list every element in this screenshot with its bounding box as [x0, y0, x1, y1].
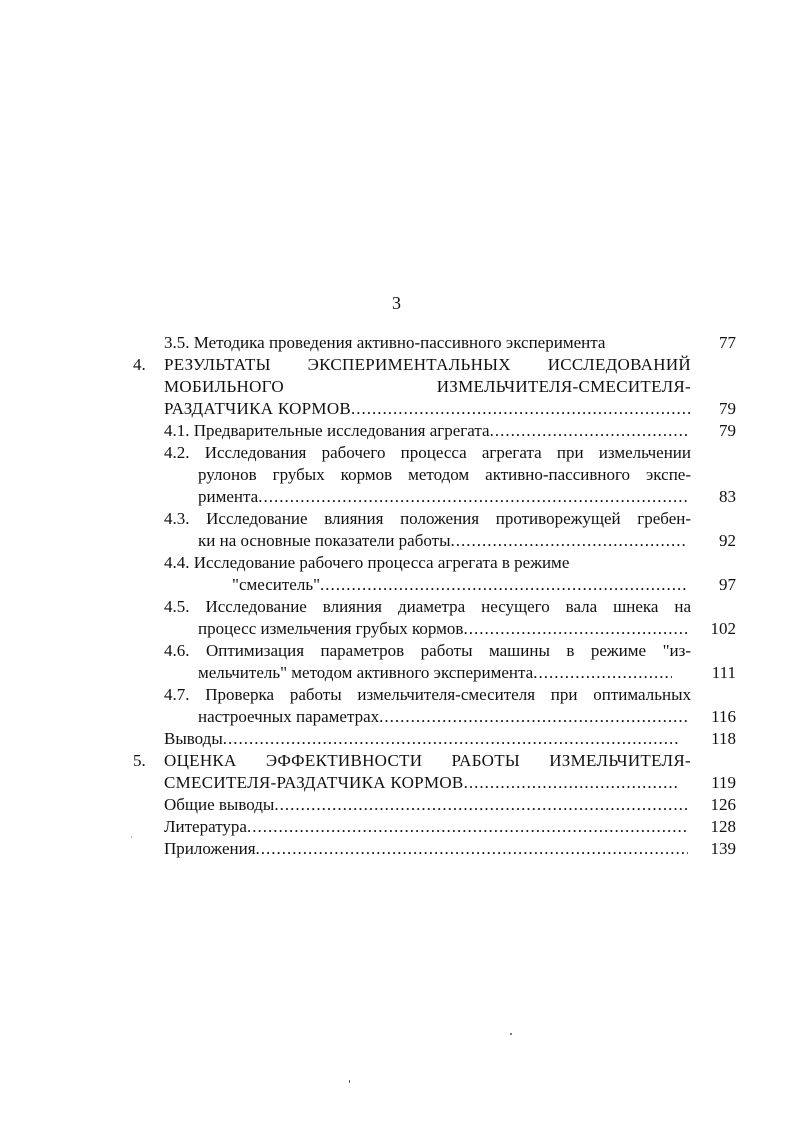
- toc-entry-4-7-line-1: 4.7. Проверка работы измельчителя-смесителя при оптимальных: [164, 685, 691, 704]
- toc-entry-4-5-line-1: 4.5. Исследование влияния диаметра несущего вала шнека на: [164, 597, 691, 616]
- toc-entry-4-2-line-1: 4.2. Исследования рабочего процесса агрегата при измельчении: [164, 443, 691, 462]
- dot-leader: [463, 618, 688, 640]
- toc-entry-4-3-line-2-text: ки на основные показатели работы: [198, 531, 451, 550]
- page-number: 3: [392, 293, 401, 313]
- toc-entry-4-5-line-2-text: процесс измельчения грубых кормов: [198, 619, 464, 638]
- toc-entry-4-line-1: РЕЗУЛЬТАТЫ ЭКСПЕРИМЕНТАЛЬНЫХ ИССЛЕДОВАНИЙ: [164, 355, 691, 374]
- toc-entry-4-5-line-2: [198, 618, 688, 640]
- toc-entry-4-2-line-2: рулонов грубых кормов методом активно-пассивного экспе-: [198, 465, 691, 484]
- toc-entry-4-6-page: 111: [711, 663, 736, 682]
- scan-speck: [349, 1080, 350, 1083]
- toc-entry-4-line-3-text: РАЗДАТЧИКА КОРМОВ: [164, 399, 352, 418]
- toc-entry-4-4-line-2-text: "смеситель": [232, 575, 321, 594]
- toc-entry-literature-page: 128: [710, 817, 736, 836]
- toc-entry-3-5-page: 77: [719, 333, 736, 352]
- toc-entry-general-page: 126: [710, 795, 736, 814]
- dot-leader: [451, 530, 688, 552]
- toc-entry-4-5-page: 102: [710, 619, 736, 638]
- toc-entry-conclusions: [164, 728, 678, 750]
- toc-entry-5-number: 5.: [133, 751, 146, 770]
- toc-entry-4-1-page: 79: [719, 421, 736, 440]
- dot-leader: [533, 662, 672, 684]
- toc-entry-4-number: 4.: [133, 355, 146, 374]
- toc-entry-4-2-line-3-text: римента: [198, 487, 259, 506]
- toc-entry-4-3-page: 92: [719, 531, 736, 550]
- toc-entry-4-page: 79: [719, 399, 736, 418]
- toc-entry-4-7-line-2: [198, 706, 688, 728]
- dot-leader: [247, 816, 688, 838]
- dot-leader: [379, 706, 688, 728]
- toc-entry-4-line-3: [164, 398, 691, 420]
- toc-entry-4-2-page: 83: [719, 487, 736, 506]
- toc-entry-conclusions-page: 118: [711, 729, 736, 748]
- dot-leader: [490, 420, 690, 442]
- toc-entry-appendix: [164, 838, 688, 860]
- toc-entry-4-line-2: МОБИЛЬНОГО ИЗМЕЛЬЧИТЕЛЯ-СМЕСИТЕЛЯ-: [164, 377, 691, 396]
- toc-entry-4-2-line-3: [198, 486, 688, 508]
- toc-entry-4-6-line-2: [198, 662, 672, 684]
- toc-entry-literature: [164, 816, 688, 838]
- toc-entry-literature-title: Литература: [164, 817, 247, 836]
- dot-leader: [351, 398, 691, 420]
- toc-entry-4-3-line-1: 4.3. Исследование влияния положения противорежущей гребен-: [164, 509, 691, 528]
- dot-leader: [256, 838, 688, 860]
- dot-leader: [258, 486, 688, 508]
- toc-entry-5-page: 119: [711, 773, 736, 792]
- dot-leader: [464, 772, 678, 794]
- toc-entry-general-title: Общие выводы: [164, 795, 275, 814]
- toc-entry-3-5-title: 3.5. Методика проведения активно-пассивного эксперимента: [164, 333, 606, 352]
- toc-entry-5-line-1: ОЦЕНКА ЭФФЕКТИВНОСТИ РАБОТЫ ИЗМЕЛЬЧИТЕЛЯ-: [164, 751, 691, 770]
- toc-entry-4-7-page: 116: [711, 707, 736, 726]
- toc-entry-appendix-page: 139: [710, 839, 736, 858]
- scan-speck: [131, 836, 132, 838]
- toc-entry-4-3-line-2: [198, 530, 688, 552]
- toc-entry-4-1-title: 4.1. Предварительные исследования агрегата: [164, 421, 490, 440]
- toc-entry-4-4-page: 97: [719, 575, 736, 594]
- dot-leader: [274, 794, 688, 816]
- dot-leader: [320, 574, 688, 596]
- dot-leader: [223, 728, 678, 750]
- toc-entry-general: [164, 794, 688, 816]
- toc-entry-5-line-2: [164, 772, 678, 794]
- toc-entry-4-4-line-2: [232, 574, 688, 596]
- toc-entry-5-line-2-text: СМЕСИТЕЛЯ-РАЗДАТЧИКА КОРМОВ: [164, 773, 464, 792]
- toc-entry-4-6-line-1: 4.6. Оптимизация параметров работы машины в режиме "из-: [164, 641, 691, 660]
- toc-entry-appendix-title: Приложения: [164, 839, 256, 858]
- scan-speck: [510, 1033, 512, 1035]
- toc-entry-4-4-line-1: 4.4. Исследование рабочего процесса агрегата в режиме: [164, 553, 570, 572]
- toc-entry-4-1: [164, 420, 690, 442]
- toc-entry-4-6-line-2-text: мельчитель" методом активного эксперимента: [198, 663, 534, 682]
- toc-entry-conclusions-title: Выводы: [164, 729, 223, 748]
- toc-entry-4-7-line-2-text: настроечных параметрах: [198, 707, 380, 726]
